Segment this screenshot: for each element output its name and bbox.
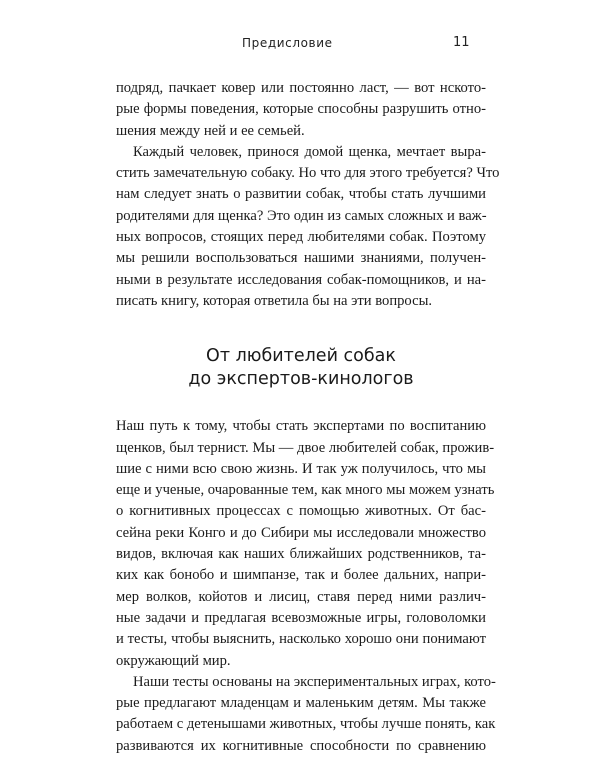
text-line: еще и ученые, очарованные тем, как много мы можем узнать [116,482,495,499]
text-line: шие с ними всю свою жизнь. И так уж получилось, что мы [116,460,486,477]
text-line: ные задачи и предлагая всевозможные игры, головоломки [116,609,486,626]
text-line: ными в результате исследования собак-помощников, и на- [116,271,486,288]
text-line: сейна реки Конго и до Сибири мы исследовали множество [116,524,486,541]
page-number: 11 [453,35,470,50]
text-line: нам следует знать о развитии собак, чтобы стать лучшими [116,186,486,203]
text-line: и тесты, чтобы выяснить, насколько хорошо они понимают [116,631,486,648]
paragraph-continued [116,78,486,142]
text-line: Каждый человек, принося домой щенка, мечтает выра- [133,143,486,160]
text-line: видов, включая как наших ближайших родственников, та- [116,546,486,563]
text-line: работаем с детенышами животных, чтобы лучше понять, как [116,716,496,733]
text-line: шения между ней и ее семьей. [116,122,305,139]
chapter-title: Предисловие [242,36,333,50]
text-line: подряд, пачкает ковер или постоянно ласт, — вот нското- [116,80,486,96]
text-line: мы решили воспользоваться нашими знаниями, получен- [116,250,486,267]
text-line: мер волков, койотов и лисиц, ставя перед ними различ- [116,588,486,605]
text-line: ных вопросов, стоящих перед любителями собак. Поэтому [116,229,486,246]
text-line: окружающий мир. [116,652,231,669]
text-line: рые формы поведения, которые способны разрушить отно- [116,101,486,118]
text-line: Наш путь к тому, чтобы стать экспертами по воспитанию [116,418,486,435]
section-heading [116,345,486,391]
body-text [116,78,500,757]
running-head [0,36,600,56]
section-heading-line: до экспертов-кинологов [188,369,414,390]
text-line: Наши тесты основаны на экспериментальных играх, кото- [133,673,496,690]
text-line: щенков, был тернист. Мы — двое любителей собак, прожив- [116,439,495,456]
text-line: ких как бонобо и шимпанзе, так и более дальних, напри- [116,567,486,584]
paragraph [116,142,500,312]
paragraph [116,416,495,672]
text-line: рые предлагают младенцам и маленьким детям. Мы также [116,695,486,712]
section-heading-line: От любителей собак [206,346,396,367]
text-line: родителями для щенка? Это один из самых сложных и важ- [116,207,487,224]
text-line: писать книгу, которая ответила бы на эти вопросы. [116,292,433,309]
paragraph [116,672,496,757]
text-line: о когнитивных процессах с помощью животных. От бас- [116,503,486,520]
text-line: стить замечательную собаку. Но что для этого требуется? Что [116,165,500,182]
text-line: развиваются их когнитивные способности по сравнению [116,737,486,754]
